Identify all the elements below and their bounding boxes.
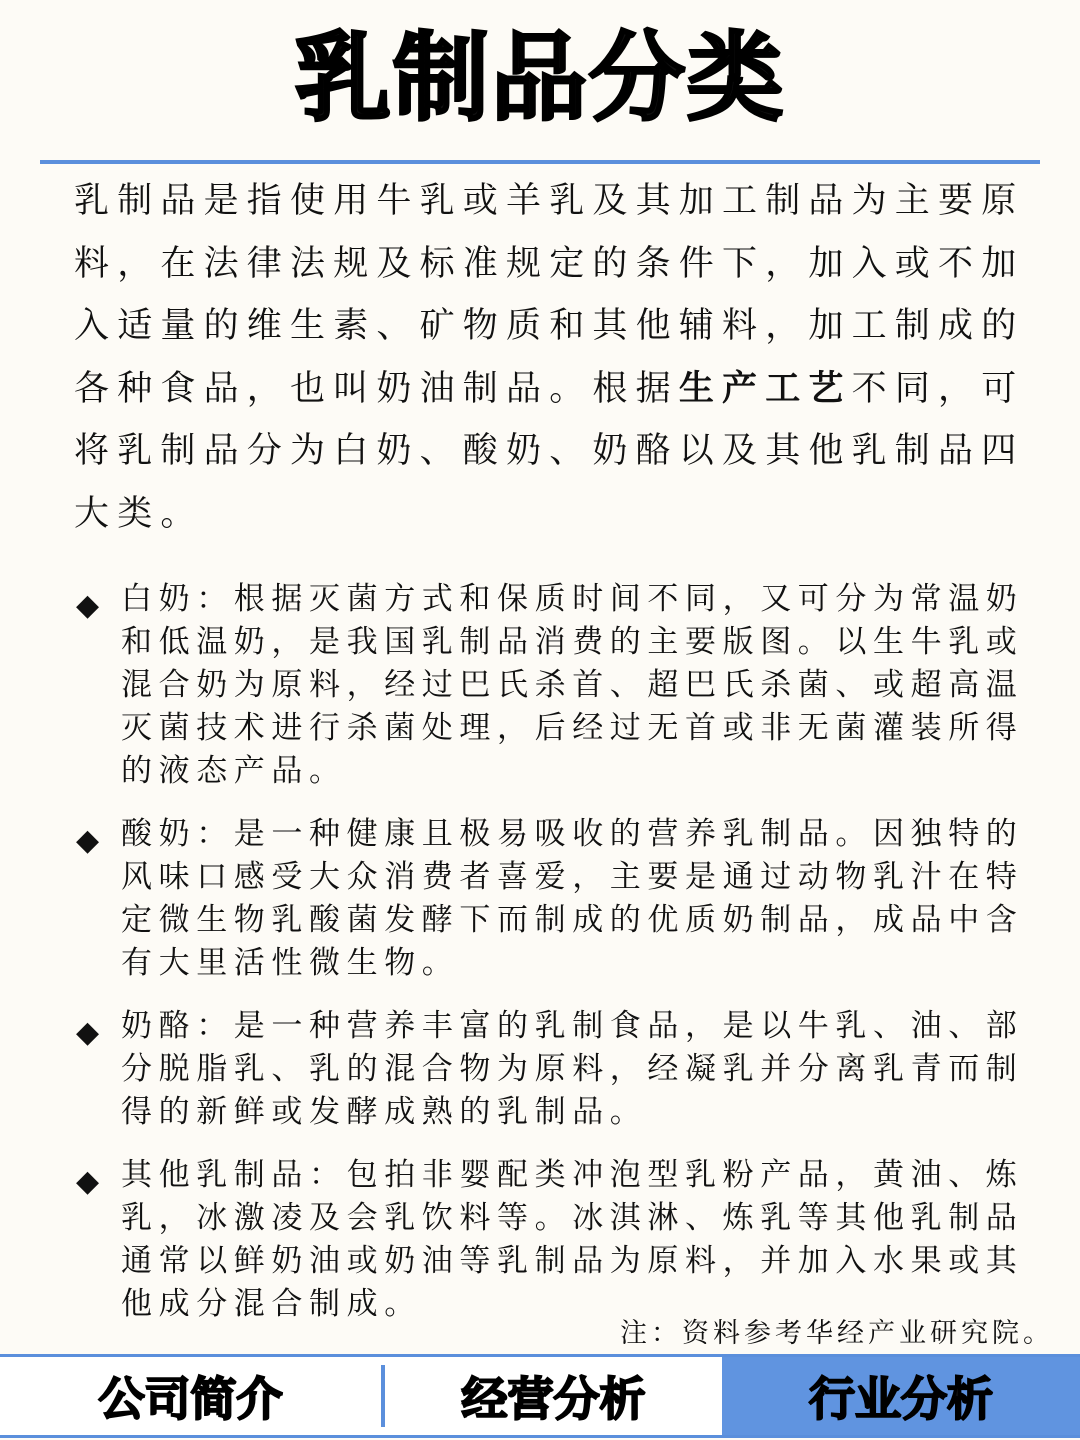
list-item-line: 和低温奶，是我国乳制品消费的主要版图。以生牛乳或 <box>121 624 1024 660</box>
list-item-line: 乳，冰激凌及会乳饮料等。冰淇淋、炼乳等其他乳制品 <box>121 1200 1024 1236</box>
list-item-line: 风味口感受大众消费者喜爱，主要是通过动物乳汁在特 <box>121 859 1024 895</box>
page-title: 乳制品分类 <box>295 22 785 134</box>
list-item-line: 通常以鲜奶油或奶油等乳制品为原料，并加入水果或其 <box>121 1243 1024 1279</box>
diamond-bullet-icon: ◆ <box>76 823 100 858</box>
intro-line: 乳制品是指使用牛乳或羊乳及其加工制品为主要原 <box>74 181 1025 221</box>
diamond-bullet-icon: ◆ <box>76 588 100 623</box>
list-item-line: 奶酪：是一种营养丰富的乳制食品，是以牛乳、油、部 <box>121 1008 1024 1044</box>
intro-paragraph <box>74 170 1044 545</box>
intro-line: 将乳制品分为白奶、酸奶、奶酪以及其他乳制品四 <box>74 431 1025 471</box>
bottom-tab-bar <box>0 1354 1080 1438</box>
list-item <box>76 578 1046 793</box>
list-item-line: 混合奶为原料，经过巴氏杀首、超巴氏杀菌、或超高温 <box>121 667 1024 703</box>
list-item-line: 灭菌技术进行杀菌处理，后经过无首或非无菌灌装所得 <box>121 710 1024 746</box>
tab-industry-analysis[interactable]: 行业分析 <box>722 1357 1080 1435</box>
list-item-line: 白奶：根据灭菌方式和保质时间不同，又可分为常温奶 <box>121 581 1024 617</box>
list-item-line: 酸奶：是一种健康且极易吸收的营养乳制品。因独特的 <box>121 816 1024 852</box>
list-item-line: 的液态产品。 <box>121 753 347 789</box>
list-item <box>76 1154 1046 1326</box>
category-list <box>76 578 1046 1346</box>
tab-business-analysis[interactable]: 经营分析 <box>461 1372 646 1426</box>
emphasis-text: 生产工艺 <box>678 367 852 409</box>
list-item-line: 得的新鲜或发酵成熟的乳制品。 <box>121 1094 648 1130</box>
diamond-bullet-icon: ◆ <box>76 1015 100 1050</box>
source-note: 注：资料参考华经产业研究院。 <box>620 1318 1054 1349</box>
list-item-line: 有大里活性微生物。 <box>121 945 460 981</box>
title-divider <box>40 160 1040 164</box>
intro-line: 入适量的维生素、矿物质和其他辅料，加工制成的 <box>74 306 1025 346</box>
diamond-bullet-icon: ◆ <box>76 1164 100 1199</box>
list-item-line: 分脱脂乳、乳的混合物为原料，经凝乳并分离乳青而制 <box>121 1051 1024 1087</box>
list-item <box>76 1005 1046 1134</box>
list-item-line: 其他乳制品：包拍非婴配类冲泡型乳粉产品，黄油、炼 <box>121 1157 1024 1193</box>
intro-line: 各种食品，也叫奶油制品。根据生产工艺不同，可 <box>74 367 1025 409</box>
list-item-line: 他成分混合制成。 <box>121 1286 422 1322</box>
intro-line: 料，在法律法规及标准规定的条件下，加入或不加 <box>74 243 1025 284</box>
intro-line: 大类。 <box>74 493 204 534</box>
tab-company-intro[interactable]: 公司简介 <box>98 1372 283 1426</box>
list-item-line: 定微生物乳酸菌发酵下而制成的优质奶制品，成品中含 <box>121 902 1024 938</box>
list-item <box>76 813 1046 985</box>
